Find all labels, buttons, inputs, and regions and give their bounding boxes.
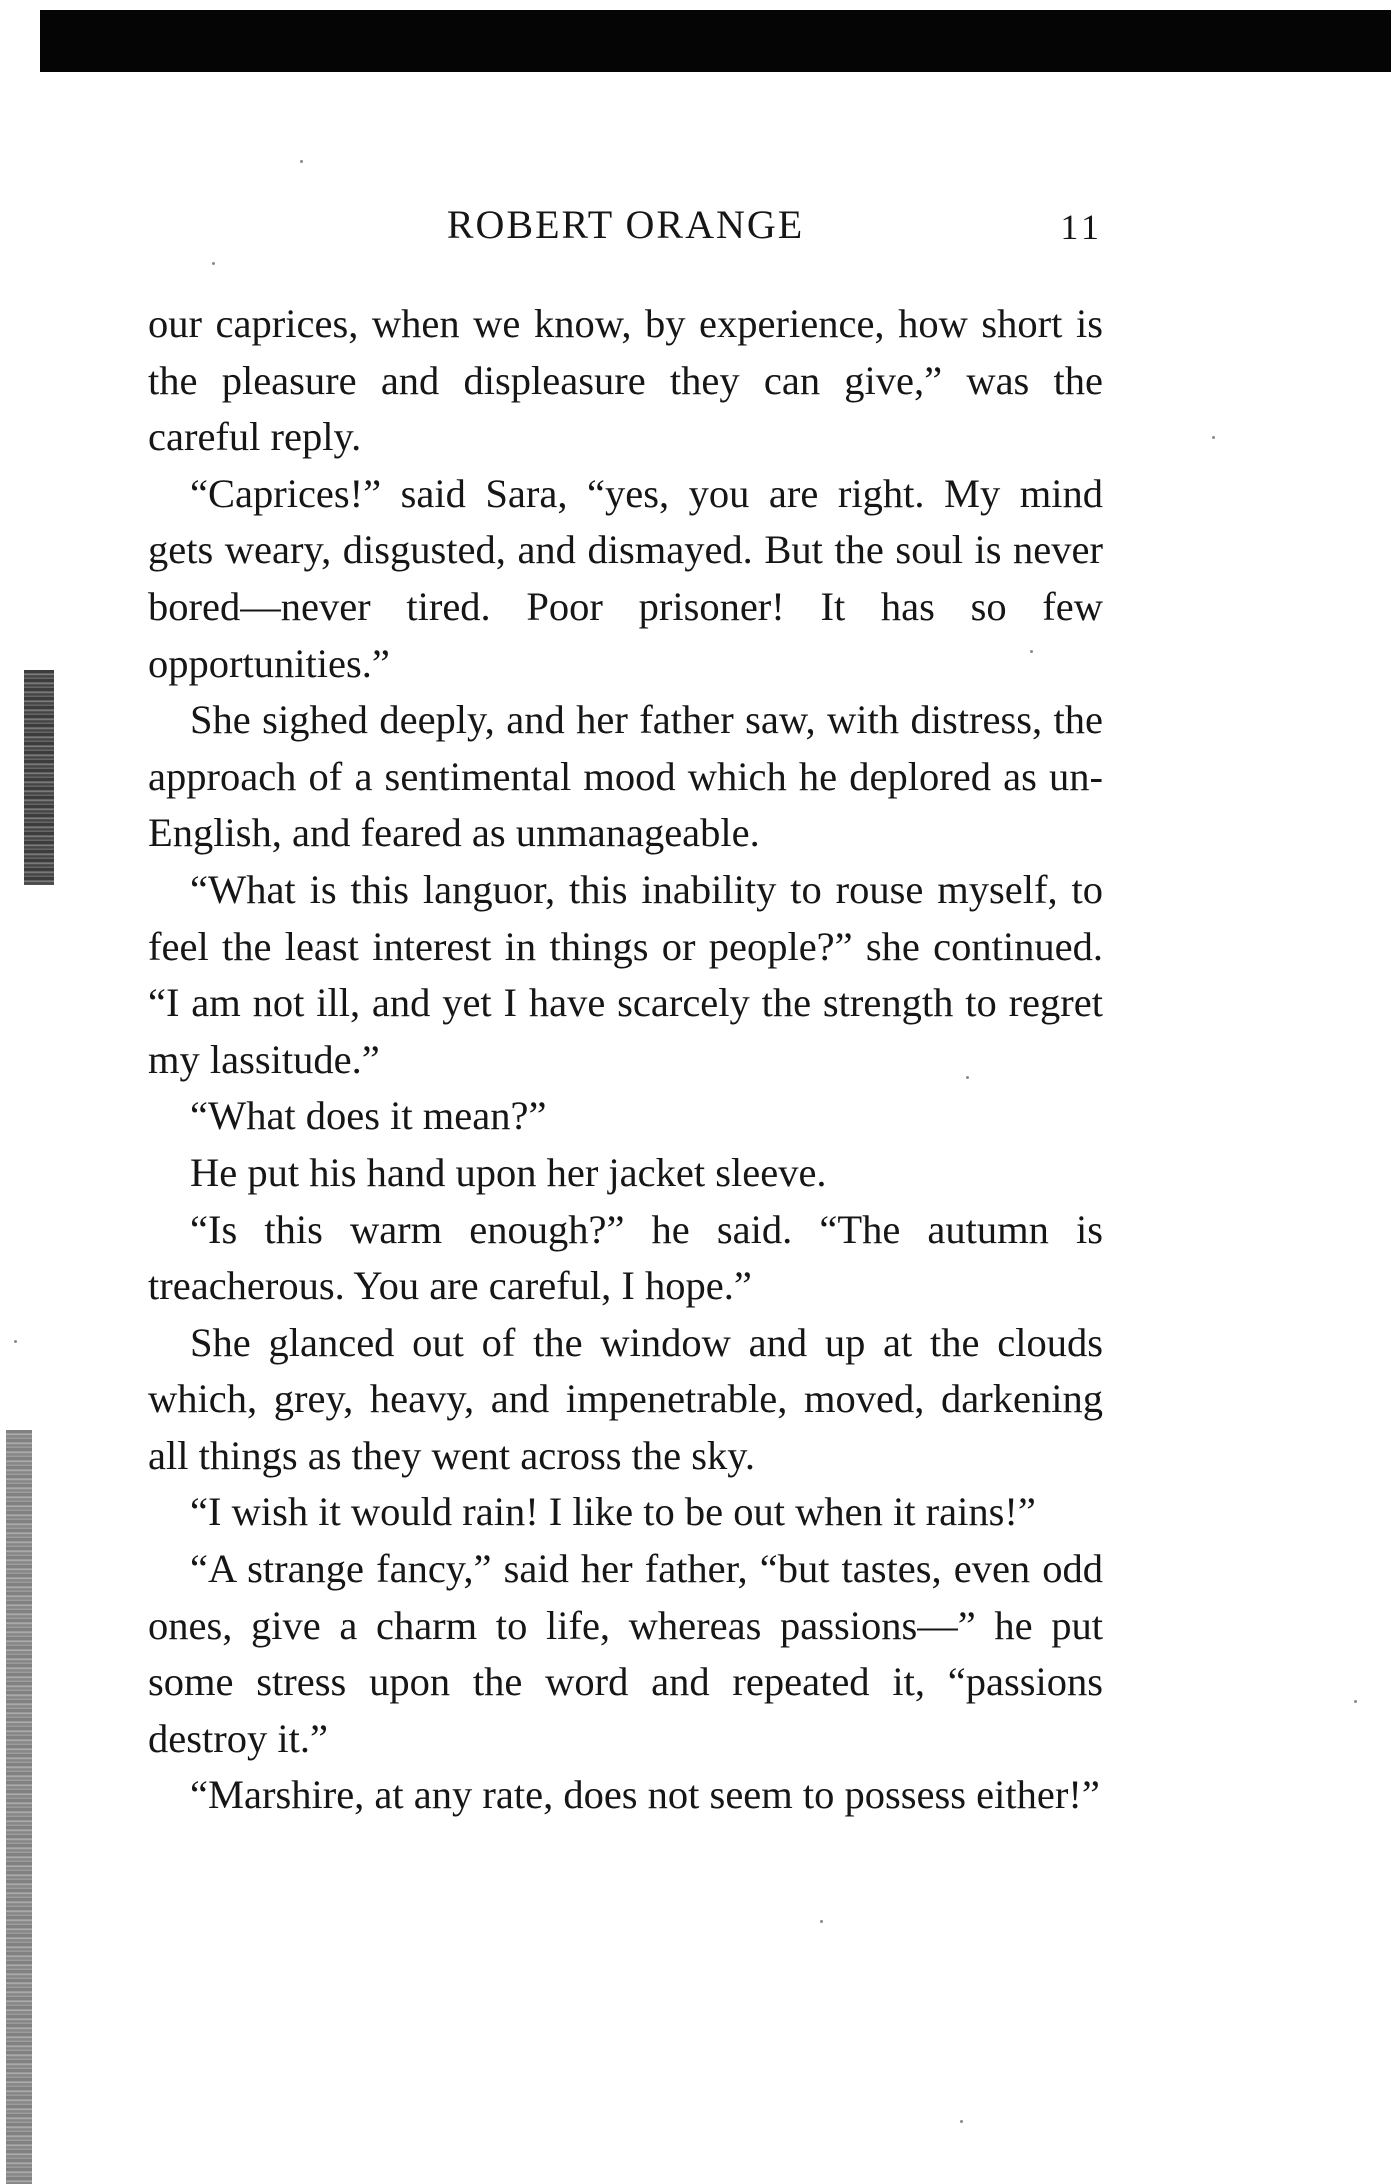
scan-binding-edge: [24, 670, 54, 885]
paragraph: She sighed deeply, and her father saw, with distress, the approach of a sentimental mood which he deplored as un-English, and feared as unmanageable.: [148, 697, 1103, 856]
scan-speck: [1212, 436, 1215, 439]
paragraph: She glanced out of the window and up at the clouds which, grey, heavy, and impenetrable, moved, darkening all things as they went across the sky.: [148, 1319, 1103, 1478]
paragraph: “I wish it would rain! I like to be out when it rains!”: [190, 1489, 1036, 1535]
scan-speck: [1354, 1700, 1357, 1703]
scan-binding-edge: [6, 1430, 32, 2184]
paragraph: our caprices, when we know, by experience, how short is the pleasure and displeasure they can give,” was the careful reply.: [148, 301, 1103, 460]
paragraph: “Is this warm enough?” he said. “The autumn is treacherous. You are careful, I hope.”: [148, 1206, 1103, 1309]
paragraph: “What is this languor, this inability to rouse myself, to feel the least interest in things or people?” she continued. “I am not ill, and yet I have scarcely the strength to regret my lassitude.”: [148, 866, 1103, 1082]
paragraph: “Caprices!” said Sara, “yes, you are right. My mind gets weary, disgusted, and dismayed. But the soul is never bored—never tired. Poor prisoner! It has so few opportunities.”: [148, 470, 1103, 686]
scan-speck: [300, 160, 303, 163]
page-number: 11: [1060, 207, 1103, 247]
paragraph: “What does it mean?”: [190, 1093, 547, 1139]
scan-speck: [960, 2120, 963, 2123]
body-text: [148, 296, 1103, 1824]
running-title: ROBERT ORANGE: [446, 202, 805, 247]
page-header: [148, 200, 1103, 260]
scan-speck: [212, 262, 215, 265]
paragraph: He put his hand upon her jacket sleeve.: [190, 1149, 827, 1195]
paragraph: “Marshire, at any rate, does not seem to possess either!”: [190, 1772, 1100, 1818]
scan-speck: [820, 1920, 823, 1923]
paragraph: “A strange fancy,” said her father, “but tastes, even odd ones, give a charm to life, whereas passions—” he put some stress upon the word and repeated it, “passions destroy it.”: [148, 1546, 1103, 1761]
scan-speck: [14, 1340, 17, 1343]
scan-top-border: [40, 10, 1391, 72]
